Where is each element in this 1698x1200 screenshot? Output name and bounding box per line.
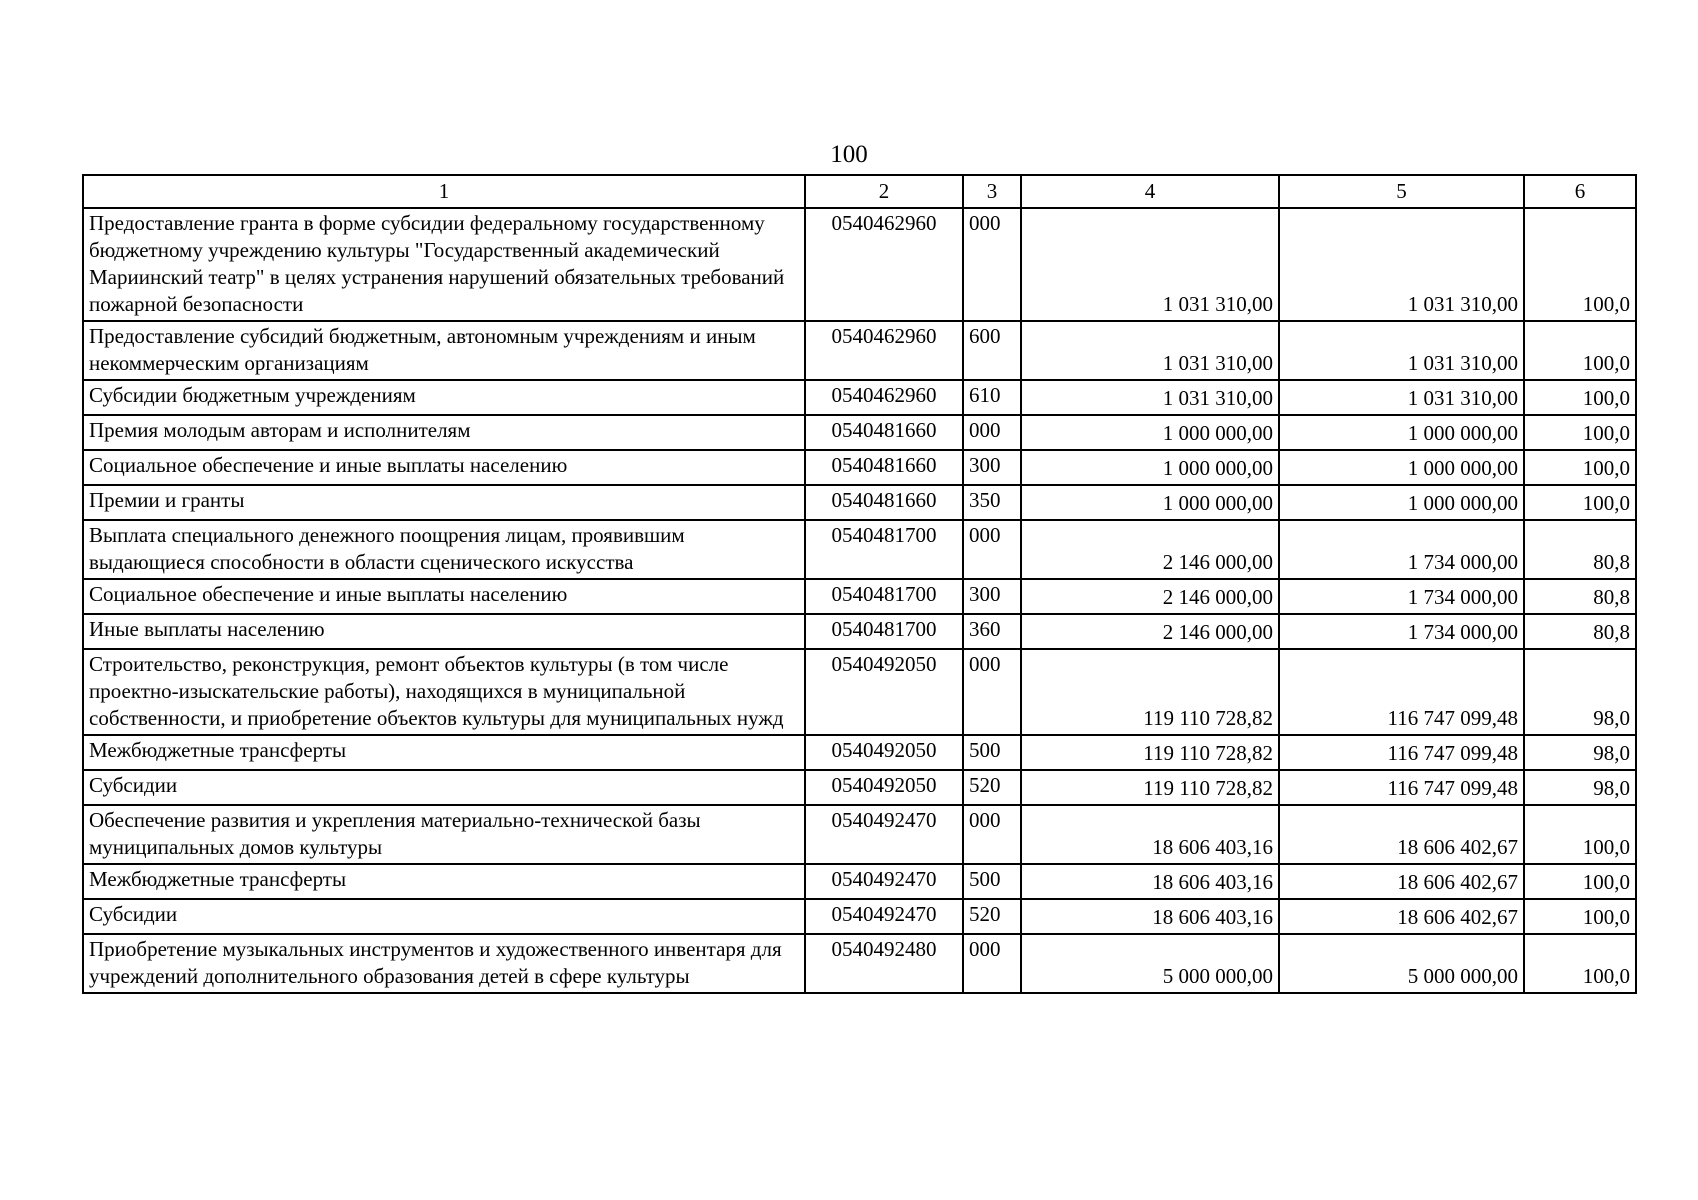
table-row bbox=[83, 450, 1636, 485]
row-actual-amount-cell: 1 734 000,00 bbox=[1279, 614, 1524, 649]
row-vr-code-cell: 000 bbox=[963, 208, 1021, 321]
row-actual-amount-cell: 1 031 310,00 bbox=[1279, 208, 1524, 321]
table-row bbox=[83, 380, 1636, 415]
row-percent-cell: 98,0 bbox=[1524, 770, 1636, 805]
row-name-cell: Приобретение музыкальных инструментов и художественного инвентаря для учреждений дополнительного образования детей в сфере культуры bbox=[83, 934, 805, 993]
row-vr-code-cell: 000 bbox=[963, 934, 1021, 993]
row-code-cell: 0540481660 bbox=[805, 415, 963, 450]
row-name-cell: Межбюджетные трансферты bbox=[83, 735, 805, 770]
row-percent-cell: 80,8 bbox=[1524, 614, 1636, 649]
row-vr-code-cell: 350 bbox=[963, 485, 1021, 520]
row-plan-amount-cell: 2 146 000,00 bbox=[1021, 579, 1279, 614]
row-percent-cell: 100,0 bbox=[1524, 450, 1636, 485]
row-vr-code-cell: 520 bbox=[963, 899, 1021, 934]
row-percent-cell: 100,0 bbox=[1524, 485, 1636, 520]
row-code-cell: 0540492050 bbox=[805, 649, 963, 735]
row-vr-code-cell: 000 bbox=[963, 520, 1021, 579]
row-actual-amount-cell: 1 734 000,00 bbox=[1279, 579, 1524, 614]
row-actual-amount-cell: 18 606 402,67 bbox=[1279, 899, 1524, 934]
row-vr-code-cell: 600 bbox=[963, 321, 1021, 380]
row-actual-amount-cell: 18 606 402,67 bbox=[1279, 864, 1524, 899]
row-percent-cell: 100,0 bbox=[1524, 864, 1636, 899]
row-actual-amount-cell: 18 606 402,67 bbox=[1279, 805, 1524, 864]
row-name-cell: Субсидии bbox=[83, 899, 805, 934]
row-code-cell: 0540481660 bbox=[805, 485, 963, 520]
row-plan-amount-cell: 18 606 403,16 bbox=[1021, 864, 1279, 899]
row-vr-code-cell: 500 bbox=[963, 864, 1021, 899]
table-row bbox=[83, 805, 1636, 864]
table-row bbox=[83, 579, 1636, 614]
row-vr-code-cell: 000 bbox=[963, 415, 1021, 450]
row-name-cell: Социальное обеспечение и иные выплаты населению bbox=[83, 450, 805, 485]
row-percent-cell: 80,8 bbox=[1524, 579, 1636, 614]
row-plan-amount-cell: 18 606 403,16 bbox=[1021, 899, 1279, 934]
row-code-cell: 0540492470 bbox=[805, 864, 963, 899]
row-name-cell: Премия молодым авторам и исполнителям bbox=[83, 415, 805, 450]
row-plan-amount-cell: 2 146 000,00 bbox=[1021, 520, 1279, 579]
row-name-cell: Предоставление гранта в форме субсидии федеральному государственному бюджетному учреждению культуры "Государственный академический Мариинский театр" в целях устранения нарушений обязательных требований пожарной безопасности bbox=[83, 208, 805, 321]
row-actual-amount-cell: 1 000 000,00 bbox=[1279, 450, 1524, 485]
row-percent-cell: 100,0 bbox=[1524, 321, 1636, 380]
row-percent-cell: 80,8 bbox=[1524, 520, 1636, 579]
table-row bbox=[83, 770, 1636, 805]
row-percent-cell: 100,0 bbox=[1524, 380, 1636, 415]
row-vr-code-cell: 360 bbox=[963, 614, 1021, 649]
row-name-cell: Субсидии bbox=[83, 770, 805, 805]
row-actual-amount-cell: 116 747 099,48 bbox=[1279, 649, 1524, 735]
row-plan-amount-cell: 119 110 728,82 bbox=[1021, 770, 1279, 805]
row-plan-amount-cell: 1 031 310,00 bbox=[1021, 380, 1279, 415]
row-percent-cell: 98,0 bbox=[1524, 735, 1636, 770]
table-row bbox=[83, 649, 1636, 735]
table-row bbox=[83, 321, 1636, 380]
column-number: 5 bbox=[1279, 175, 1524, 208]
page-number: 100 bbox=[830, 141, 868, 168]
row-actual-amount-cell: 1 031 310,00 bbox=[1279, 321, 1524, 380]
row-actual-amount-cell: 1 000 000,00 bbox=[1279, 415, 1524, 450]
row-vr-code-cell: 500 bbox=[963, 735, 1021, 770]
row-code-cell: 0540462960 bbox=[805, 321, 963, 380]
row-code-cell: 0540492050 bbox=[805, 735, 963, 770]
table-row bbox=[83, 614, 1636, 649]
table-row bbox=[83, 208, 1636, 321]
row-code-cell: 0540462960 bbox=[805, 380, 963, 415]
table-row bbox=[83, 899, 1636, 934]
row-plan-amount-cell: 2 146 000,00 bbox=[1021, 614, 1279, 649]
row-vr-code-cell: 000 bbox=[963, 805, 1021, 864]
row-vr-code-cell: 520 bbox=[963, 770, 1021, 805]
row-actual-amount-cell: 1 000 000,00 bbox=[1279, 485, 1524, 520]
row-plan-amount-cell: 1 031 310,00 bbox=[1021, 321, 1279, 380]
row-code-cell: 0540481700 bbox=[805, 579, 963, 614]
row-percent-cell: 100,0 bbox=[1524, 899, 1636, 934]
row-percent-cell: 100,0 bbox=[1524, 415, 1636, 450]
budget-table bbox=[82, 174, 1637, 994]
row-code-cell: 0540492470 bbox=[805, 899, 963, 934]
row-plan-amount-cell: 18 606 403,16 bbox=[1021, 805, 1279, 864]
row-code-cell: 0540492050 bbox=[805, 770, 963, 805]
row-percent-cell: 100,0 bbox=[1524, 805, 1636, 864]
row-name-cell: Премии и гранты bbox=[83, 485, 805, 520]
row-code-cell: 0540492480 bbox=[805, 934, 963, 993]
row-code-cell: 0540481700 bbox=[805, 520, 963, 579]
table-row bbox=[83, 934, 1636, 993]
row-code-cell: 0540462960 bbox=[805, 208, 963, 321]
table-row bbox=[83, 485, 1636, 520]
row-name-cell: Иные выплаты населению bbox=[83, 614, 805, 649]
table-row bbox=[83, 415, 1636, 450]
row-plan-amount-cell: 1 000 000,00 bbox=[1021, 485, 1279, 520]
row-actual-amount-cell: 116 747 099,48 bbox=[1279, 770, 1524, 805]
row-vr-code-cell: 000 bbox=[963, 649, 1021, 735]
column-number: 1 bbox=[83, 175, 805, 208]
row-name-cell: Субсидии бюджетным учреждениям bbox=[83, 380, 805, 415]
column-number: 6 bbox=[1524, 175, 1636, 208]
row-plan-amount-cell: 1 031 310,00 bbox=[1021, 208, 1279, 321]
row-name-cell: Выплата специального денежного поощрения лицам, проявившим выдающиеся способности в области сценического искусства bbox=[83, 520, 805, 579]
row-actual-amount-cell: 5 000 000,00 bbox=[1279, 934, 1524, 993]
row-name-cell: Обеспечение развития и укрепления материально-технической базы муниципальных домов культуры bbox=[83, 805, 805, 864]
row-code-cell: 0540481660 bbox=[805, 450, 963, 485]
row-actual-amount-cell: 1 031 310,00 bbox=[1279, 380, 1524, 415]
row-percent-cell: 100,0 bbox=[1524, 208, 1636, 321]
row-plan-amount-cell: 1 000 000,00 bbox=[1021, 415, 1279, 450]
column-number: 4 bbox=[1021, 175, 1279, 208]
row-name-cell: Предоставление субсидий бюджетным, автономным учреждениям и иным некоммерческим организациям bbox=[83, 321, 805, 380]
row-actual-amount-cell: 116 747 099,48 bbox=[1279, 735, 1524, 770]
row-plan-amount-cell: 119 110 728,82 bbox=[1021, 735, 1279, 770]
column-number: 2 bbox=[805, 175, 963, 208]
row-vr-code-cell: 300 bbox=[963, 579, 1021, 614]
row-vr-code-cell: 300 bbox=[963, 450, 1021, 485]
row-code-cell: 0540481700 bbox=[805, 614, 963, 649]
row-name-cell: Социальное обеспечение и иные выплаты населению bbox=[83, 579, 805, 614]
row-code-cell: 0540492470 bbox=[805, 805, 963, 864]
row-plan-amount-cell: 5 000 000,00 bbox=[1021, 934, 1279, 993]
table-row bbox=[83, 735, 1636, 770]
column-number-row bbox=[83, 175, 1636, 208]
row-plan-amount-cell: 119 110 728,82 bbox=[1021, 649, 1279, 735]
column-number: 3 bbox=[963, 175, 1021, 208]
row-percent-cell: 98,0 bbox=[1524, 649, 1636, 735]
row-percent-cell: 100,0 bbox=[1524, 934, 1636, 993]
row-vr-code-cell: 610 bbox=[963, 380, 1021, 415]
table-row bbox=[83, 864, 1636, 899]
table-body bbox=[83, 175, 1636, 993]
row-plan-amount-cell: 1 000 000,00 bbox=[1021, 450, 1279, 485]
row-name-cell: Межбюджетные трансферты bbox=[83, 864, 805, 899]
row-actual-amount-cell: 1 734 000,00 bbox=[1279, 520, 1524, 579]
row-name-cell: Строительство, реконструкция, ремонт объектов культуры (в том числе проектно-изыскательские работы), находящихся в муниципальной собственности, и приобретение объектов культуры для муниципальных нужд bbox=[83, 649, 805, 735]
table-row bbox=[83, 520, 1636, 579]
